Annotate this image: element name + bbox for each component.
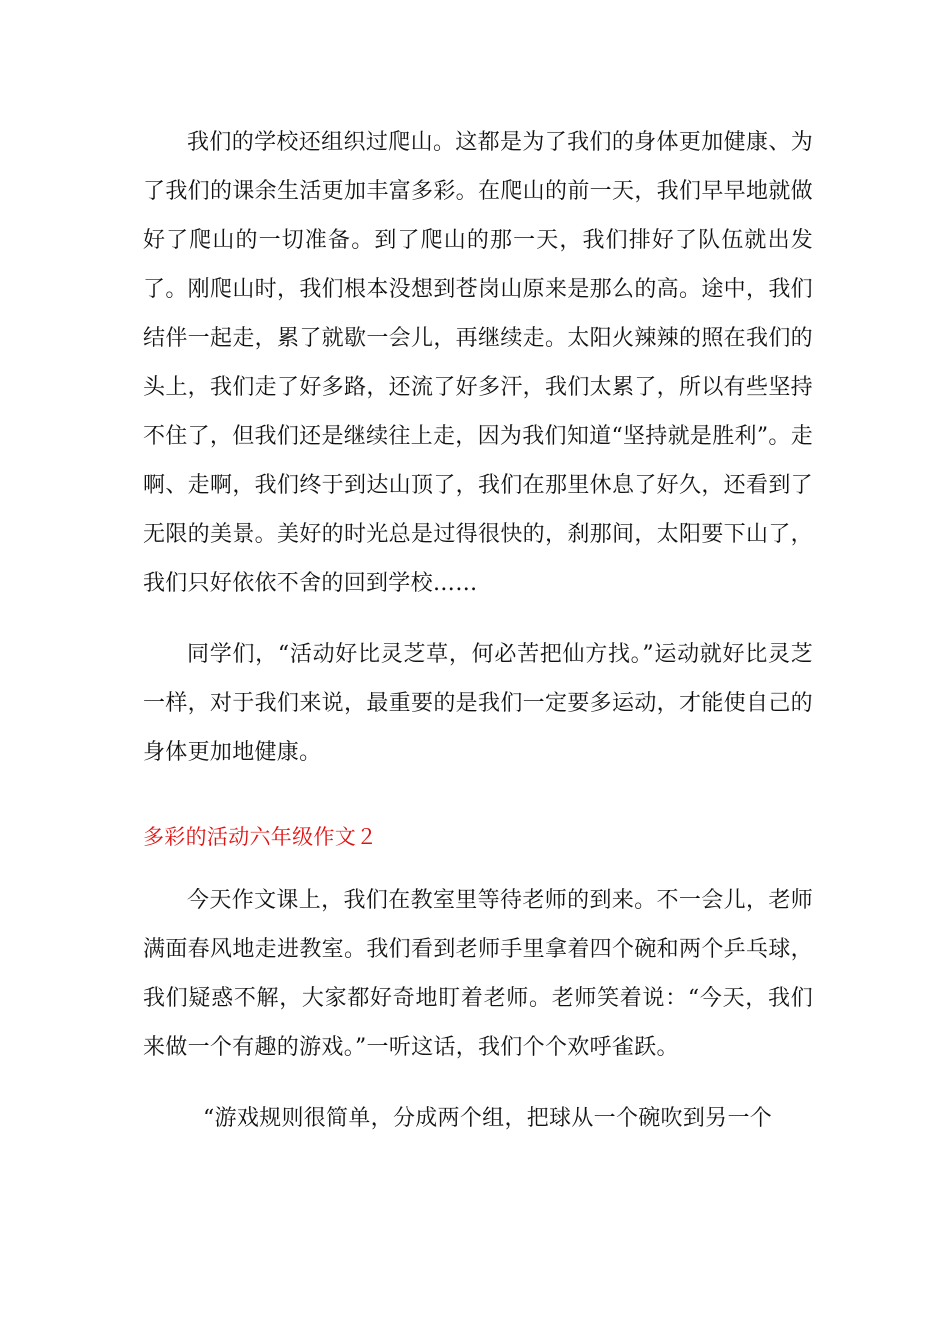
paragraph-composition-class: 今天作文课上，我们在教室里等待老师的到来。不一会儿，老师满面春风地走进教室。我们看到老师手里拿着四个碗和两个乒乓球，我们疑惑不解，大家都好奇地盯着老师。老师笑着说：“今天，我们来做一个有趣的游戏。”一听这话，我们个个欢呼雀跃。: [143, 888, 813, 1060]
paragraph-game-rules: “游戏规则很简单，分成两个组，把球从一个碗吹到另一个: [203, 1106, 773, 1131]
document-body: [143, 118, 813, 1143]
paragraph-lingzhi: 同学们，“活动好比灵芝草，何必苦把仙方找。”运动就好比灵芝一样，对于我们来说，最重要的是我们一定要多运动，才能使自己的身体更加地健康。: [143, 642, 813, 765]
paragraph-climbing: 我们的学校还组织过爬山。这都是为了我们的身体更加健康、为了我们的课余生活更加丰富多彩。在爬山的前一天，我们早早地就做好了爬山的一切准备。到了爬山的那一天，我们排好了队伍就出发了。刚爬山时，我们根本没想到苍岗山原来是那么的高。途中，我们结伴一起走，累了就歇一会儿，再继续走。太阳火辣辣的照在我们的头上，我们走了好多路，还流了好多汗，我们太累了，所以有些坚持不住了，但我们还是继续往上走，因为我们知道“坚持就是胜利”。走啊、走啊，我们终于到达山顶了，我们在那里休息了好久，还看到了无限的美景。美好的时光总是过得很快的，刹那间，太阳要下山了，我们只好依依不舍的回到学校……: [143, 130, 813, 596]
section-heading: 多彩的活动六年级作文２: [143, 825, 378, 849]
